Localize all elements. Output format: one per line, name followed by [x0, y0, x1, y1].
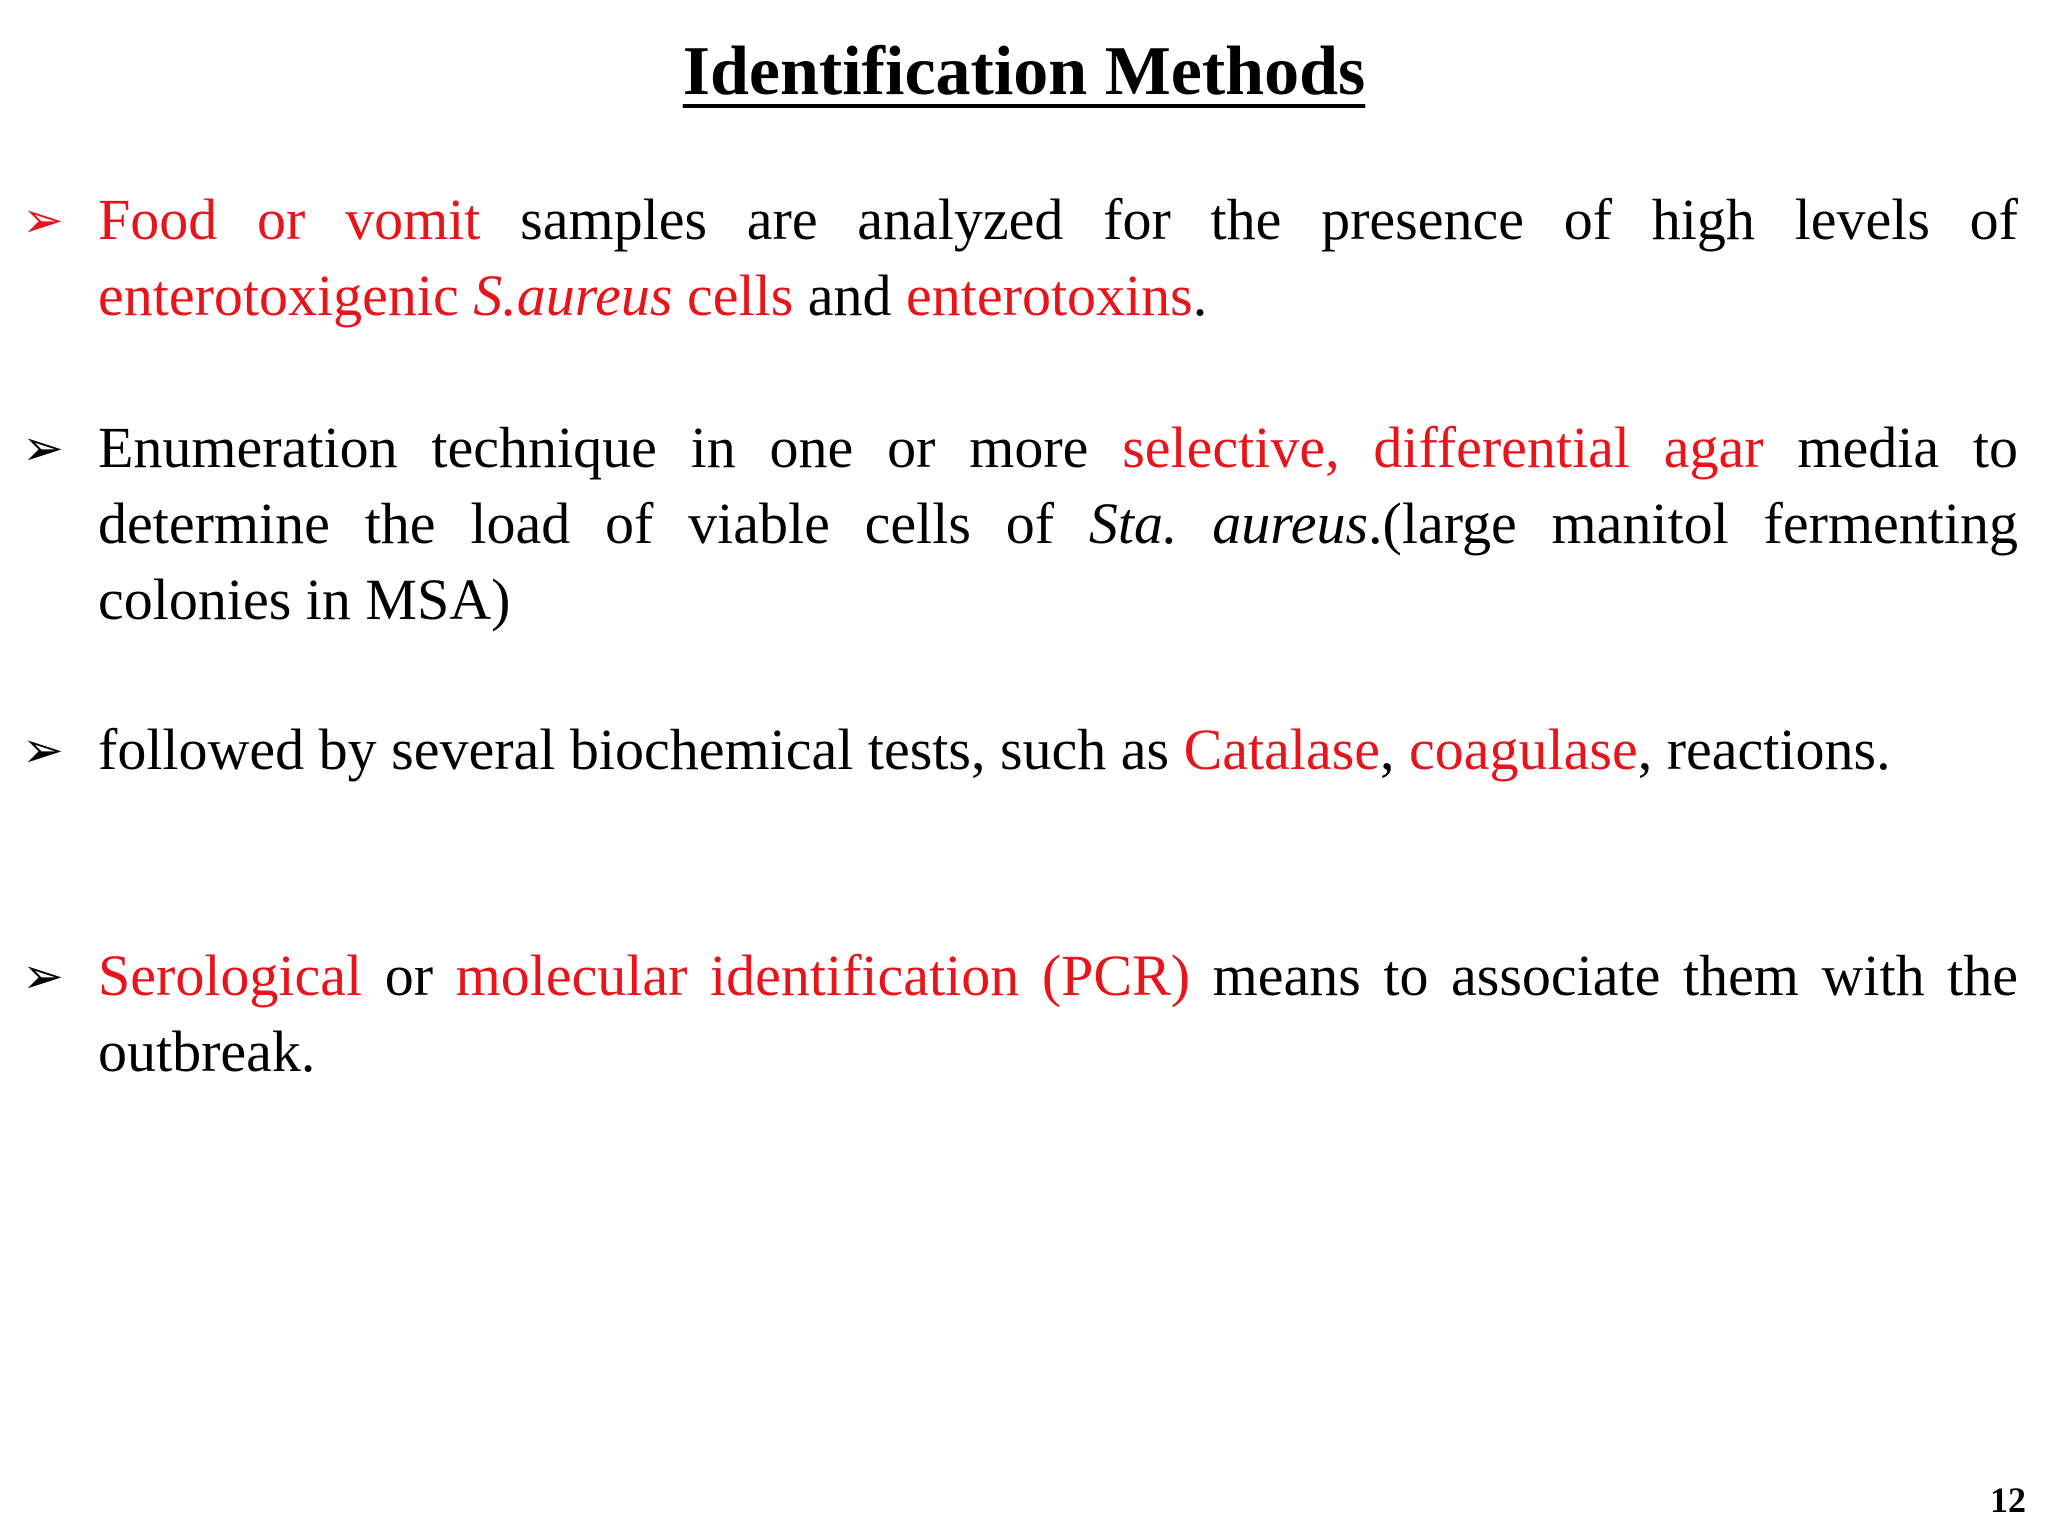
- text-segment: media to determine the load of viable cells of: [98, 415, 2018, 556]
- bullet-text: [98, 712, 2018, 788]
- bullet-text: [98, 182, 2018, 334]
- text-segment: means to associate them with the outbreak.: [98, 943, 2019, 1084]
- text-segment: cells: [672, 263, 794, 328]
- bullet-item: [22, 938, 2022, 1090]
- text-segment: Food or vomit: [98, 187, 481, 252]
- text-segment: Serological: [98, 943, 363, 1008]
- arrow-bullet-icon: ➢: [22, 947, 64, 1005]
- bullet-item: [22, 712, 2022, 788]
- text-segment: .(large manitol fermenting colonies in MSA): [98, 491, 2018, 632]
- text-segment: , reactions.: [1637, 717, 1891, 782]
- arrow-bullet-icon: ➢: [22, 721, 64, 779]
- bullet-text: [98, 410, 2018, 638]
- page-number: 12: [1990, 1480, 2026, 1520]
- arrow-bullet-icon: ➢: [22, 419, 64, 477]
- text-segment: Catalase: [1183, 717, 1381, 782]
- text-segment: enterotoxigenic: [98, 263, 474, 328]
- bullet-item: [22, 410, 2022, 638]
- text-segment: followed by several biochemical tests, such as: [98, 717, 1184, 782]
- text-segment: .: [1192, 263, 1208, 328]
- slide-title: Identification Methods: [682, 33, 1366, 110]
- text-segment: coagulase: [1409, 717, 1638, 782]
- text-segment: enterotoxins: [906, 263, 1193, 328]
- text-segment: samples are analyzed for the presence of high levels of: [480, 187, 2018, 252]
- bullet-item: [22, 182, 2022, 334]
- arrow-bullet-icon: ➢: [22, 191, 64, 249]
- text-segment: and: [793, 263, 907, 328]
- text-segment: molecular identification (PCR): [455, 943, 1191, 1008]
- bullet-text: [98, 938, 2018, 1090]
- text-segment: Enumeration technique in one or more: [98, 415, 1123, 480]
- text-segment: or: [362, 943, 456, 1008]
- text-segment: selective, differential agar: [1122, 415, 1764, 480]
- text-segment: Sta. aureus: [1088, 491, 1369, 556]
- text-segment: S.aureus: [473, 263, 673, 328]
- text-segment: ,: [1380, 717, 1410, 782]
